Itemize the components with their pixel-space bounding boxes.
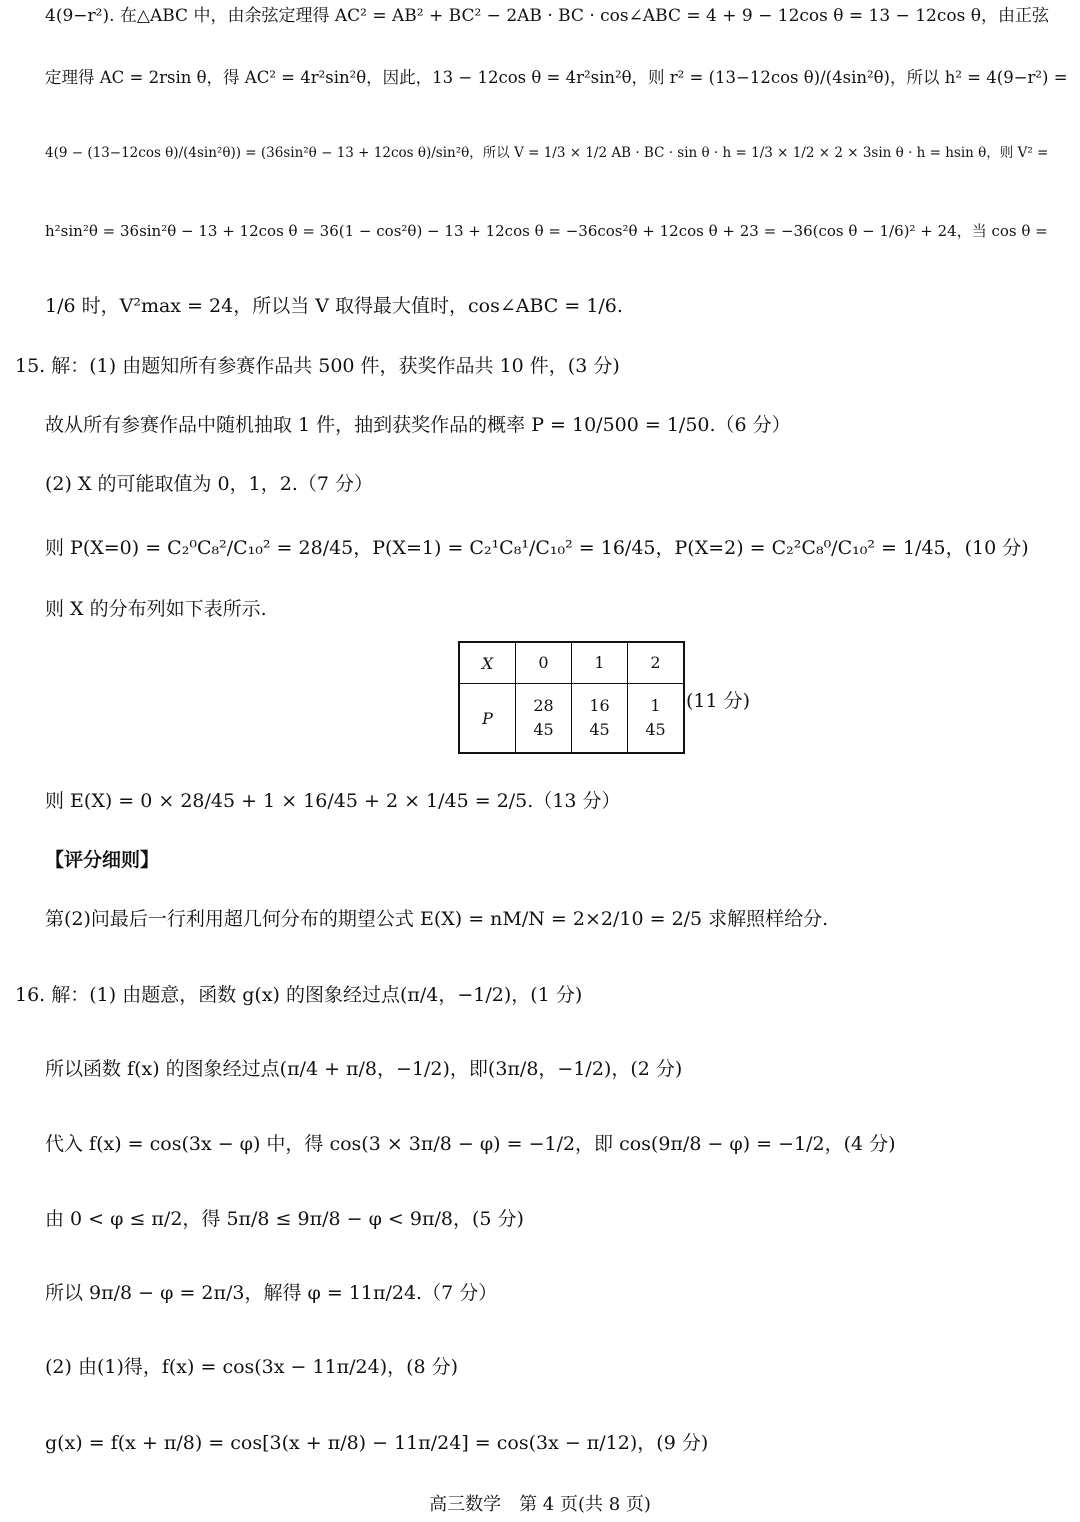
fraction-numerator: 28 [533, 696, 554, 715]
text-line: 则 E(X) = 0 × 28/45 + 1 × 16/45 + 2 × 1/45 = 2/5.（13 分） [45, 790, 621, 812]
table-cell [572, 684, 628, 754]
text-line: 4(9 − (13−12cos θ)/(4sin²θ)) = (36sin²θ − 13 + 12cos θ)/sin²θ，所以 V = 1/3 × 1/2 AB · BC · sin θ · h = 1/3 × 1/2 × 2 × 3sin θ · h = hsin θ，则 V² = [45, 145, 1049, 161]
table-header-cell: 2 [628, 642, 685, 684]
text-line: 故从所有参赛作品中随机抽取 1 件，抽到获奖作品的概率 P = 10/500 = 1/50.（6 分） [45, 414, 791, 436]
fraction-denominator: 45 [589, 720, 610, 739]
text-line: 1/6 时，V²max = 24，所以当 V 取得最大值时，cos∠ABC = 1/6. [45, 295, 623, 317]
table-header-cell: 1 [572, 642, 628, 684]
scoring-rules-heading: 【评分细则】 [45, 849, 160, 871]
table-cell [628, 684, 685, 754]
text-line: 所以函数 f(x) 的图象经过点(π/4 + π/8，−1/2)，即(3π/8，−1/2)，(2 分) [45, 1058, 683, 1080]
text-line: 第(2)问最后一行利用超几何分布的期望公式 E(X) = nM/N = 2×2/10 = 2/5 求解照样给分. [45, 908, 829, 930]
text-line: 定理得 AC = 2rsin θ，得 AC² = 4r²sin²θ，因此，13 − 12cos θ = 4r²sin²θ，则 r² = (13−12cos θ)/(4sin²θ)，所以 h² = 4(9−r²) = [45, 68, 1068, 87]
table-score: (11 分) [686, 690, 751, 712]
text-line: g(x) = f(x + π/8) = cos[3(x + π/8) − 11π/24] = cos(3x − π/12)，(9 分) [45, 1432, 709, 1454]
text-line: (2) X 的可能取值为 0，1，2.（7 分） [45, 473, 373, 495]
text-line: 则 X 的分布列如下表所示. [45, 598, 267, 620]
text-line: (2) 由(1)得，f(x) = cos(3x − 11π/24)，(8 分) [45, 1356, 459, 1378]
fraction-numerator: 1 [650, 696, 661, 715]
page-footer: 高三数学 第 4 页(共 8 页) [429, 1494, 651, 1515]
fraction-numerator: 16 [589, 696, 610, 715]
table-row-label: P [459, 684, 516, 754]
fraction-denominator: 45 [645, 720, 666, 739]
problem-16-heading: 16. 解：(1) 由题意，函数 g(x) 的图象经过点(π/4，−1/2)，(1 分) [15, 984, 583, 1006]
text-line: 则 P(X=0) = C₂⁰C₈²/C₁₀² = 28/45，P(X=1) = C₂¹C₈¹/C₁₀² = 16/45，P(X=2) = C₂²C₈⁰/C₁₀² = 1/45，(10 分) [45, 537, 1029, 559]
fraction-denominator: 45 [533, 720, 554, 739]
text-line: 4(9−r²). 在△ABC 中，由余弦定理得 AC² = AB² + BC² − 2AB · BC · cos∠ABC = 4 + 9 − 12cos θ = 13 − 12cos θ，由正弦 [45, 6, 1049, 26]
table-header-cell: X [459, 642, 516, 684]
text-line: 由 0 < φ ≤ π/2，得 5π/8 ≤ 9π/8 − φ < 9π/8，(5 分) [45, 1208, 524, 1230]
distribution-table [458, 641, 685, 754]
text-line: 代入 f(x) = cos(3x − φ) 中，得 cos(3 × 3π/8 − φ) = −1/2，即 cos(9π/8 − φ) = −1/2，(4 分) [45, 1133, 896, 1155]
text-line: h²sin²θ = 36sin²θ − 13 + 12cos θ = 36(1 − cos²θ) − 13 + 12cos θ = −36cos²θ + 12cos θ + 23 = −36(cos θ − 1/6)² + 24，当 cos θ = [45, 222, 1048, 240]
table-header-cell: 0 [516, 642, 572, 684]
text-line: 所以 9π/8 − φ = 2π/3，解得 φ = 11π/24.（7 分） [45, 1282, 498, 1304]
table-cell [516, 684, 572, 754]
problem-15-heading: 15. 解：(1) 由题知所有参赛作品共 500 件，获奖作品共 10 件，(3 分) [15, 355, 620, 377]
